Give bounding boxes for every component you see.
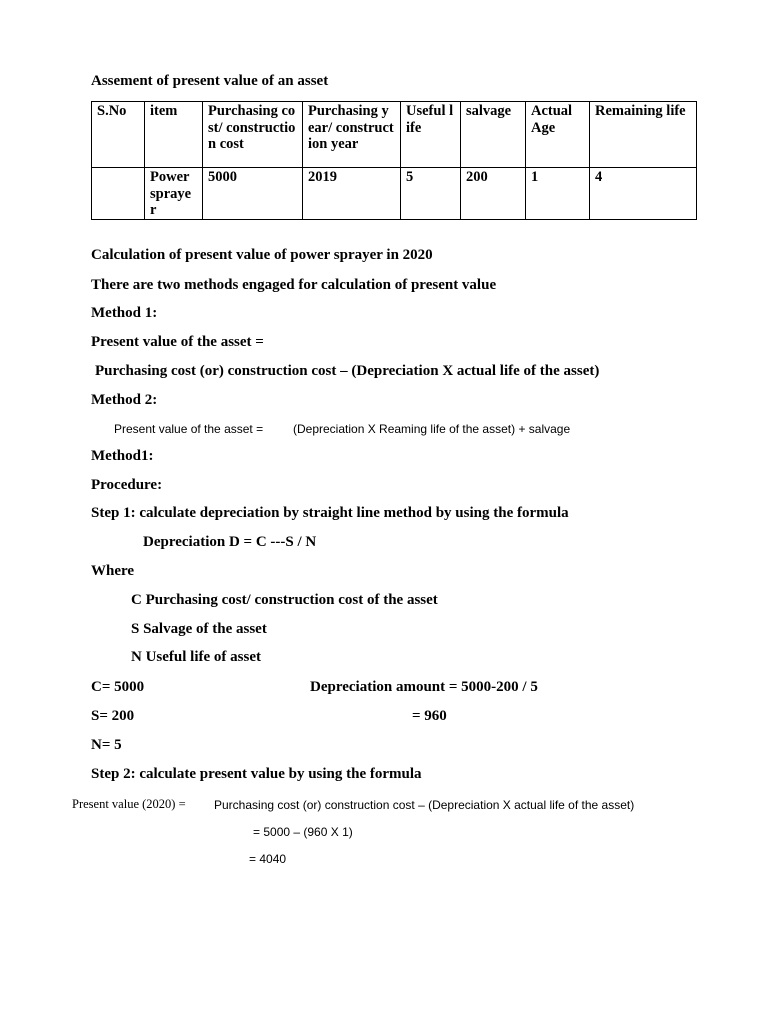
asset-table (91, 101, 697, 220)
pv2020-lhs: Present value (2020) = (72, 797, 186, 811)
two-methods-text: There are two methods engaged for calculation of present value (91, 277, 497, 293)
depreciation-amount: Depreciation amount = 5000-200 / 5 (310, 679, 538, 695)
cell-salvage: 200 (461, 168, 526, 220)
method1b-label: Method1: (91, 448, 154, 464)
header-cell-item: item (145, 102, 203, 168)
c-value: C= 5000 (91, 679, 145, 695)
pv-calculation: = 5000 – (960 X 1) (253, 825, 353, 839)
cell-purchasing-cost: 5000 (203, 168, 303, 220)
calc-title: Calculation of present value of power sprayer in 2020 (91, 247, 433, 263)
cell-remaining-life: 4 (590, 168, 697, 220)
s-value: S= 200 (91, 708, 135, 724)
formula-method2-lhs: Present value of the asset = (114, 422, 264, 436)
header-cell-purchasing-cost: Purchasing cost/ construction cost (203, 102, 303, 168)
formula-method1: Purchasing cost (or) construction cost – (Depreciation X actual life of the asset) (95, 363, 600, 379)
header-cell-remaining-life: Remaining life (590, 102, 697, 168)
document-title: Assement of present value of an asset (91, 73, 329, 89)
table-row (92, 168, 697, 220)
step2-text: Step 2: calculate present value by using the formula (91, 766, 422, 782)
header-cell-sno: S.No (92, 102, 145, 168)
formula-method2-rhs: (Depreciation X Reaming life of the asset) + salvage (293, 422, 571, 436)
pv-result: = 4040 (249, 852, 287, 866)
depreciation-result: = 960 (412, 708, 447, 724)
table-header-row (92, 102, 697, 168)
where-label: Where (91, 563, 135, 579)
cell-actual-age: 1 (526, 168, 590, 220)
definition-n: N Useful life of asset (131, 649, 261, 665)
header-cell-purchasing-year: Purchasing year/ construction year (303, 102, 401, 168)
depreciation-formula: Depreciation D = C ---S / N (143, 534, 317, 550)
header-cell-salvage: salvage (461, 102, 526, 168)
definition-s: S Salvage of the asset (131, 621, 267, 637)
header-cell-useful-life: Useful life (401, 102, 461, 168)
pv2020-rhs: Purchasing cost (or) construction cost – (Depreciation X actual life of the asset) (214, 798, 635, 812)
header-cell-actual-age: Actual Age (526, 102, 590, 168)
cell-useful-life: 5 (401, 168, 461, 220)
method2-label: Method 2: (91, 392, 158, 408)
cell-sno (92, 168, 145, 220)
pv-asset-text: Present value of the asset = (91, 334, 264, 350)
definition-c: C Purchasing cost/ construction cost of the asset (131, 592, 438, 608)
method1-label: Method 1: (91, 305, 158, 321)
cell-purchasing-year: 2019 (303, 168, 401, 220)
cell-item: Power sprayer (145, 168, 203, 220)
n-value: N= 5 (91, 737, 122, 753)
step1-text: Step 1: calculate depreciation by straight line method by using the formula (91, 505, 569, 521)
procedure-label: Procedure: (91, 477, 163, 493)
